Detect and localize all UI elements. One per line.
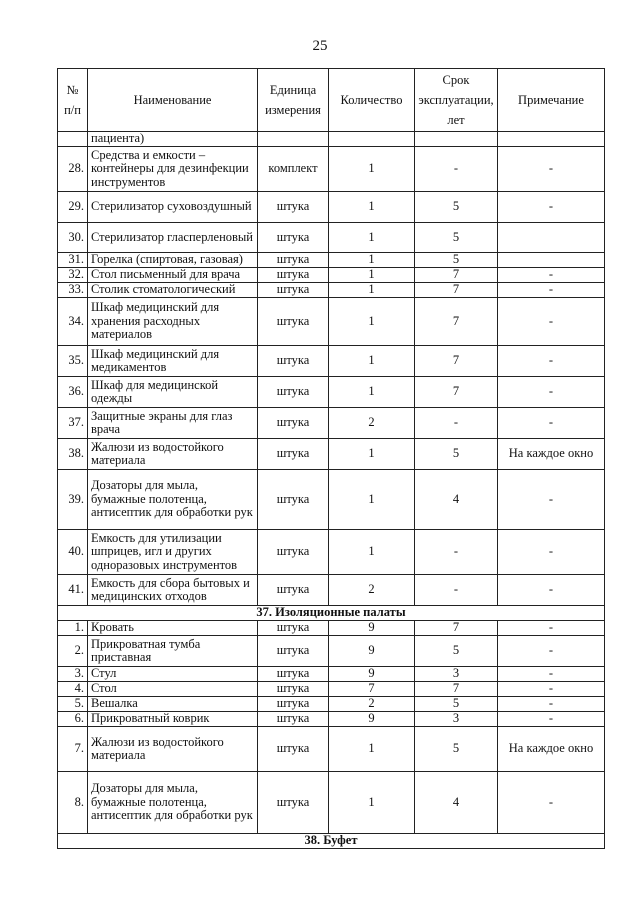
cell-unit: штука [258, 377, 329, 408]
cell-qty [329, 132, 415, 147]
cell-unit: штука [258, 727, 329, 772]
cell-name: Стол письменный для врача [88, 268, 258, 283]
cell-note: На каждое окно [498, 727, 605, 772]
cell-num: 34. [58, 298, 88, 346]
cell-qty: 1 [329, 147, 415, 192]
cell-life: 5 [415, 727, 498, 772]
cell-life: 5 [415, 192, 498, 223]
cell-life: 7 [415, 298, 498, 346]
cell-note: - [498, 268, 605, 283]
cell-life: - [415, 530, 498, 575]
cell-unit: штука [258, 253, 329, 268]
cell-name: Дозаторы для мыла, бумажные полотенца, антисептик для обработки рук [88, 470, 258, 530]
cell-name: Дозаторы для мыла, бумажные полотенца, антисептик для обработки рук [88, 772, 258, 834]
cell-note: - [498, 621, 605, 636]
cell-qty: 2 [329, 408, 415, 439]
cell-unit: штука [258, 697, 329, 712]
table-row [58, 268, 605, 283]
cell-num: 35. [58, 346, 88, 377]
cell-qty: 9 [329, 667, 415, 682]
table-row [58, 377, 605, 408]
cell-life: 7 [415, 268, 498, 283]
cell-num: 39. [58, 470, 88, 530]
cell-num: 38. [58, 439, 88, 470]
cell-unit: штука [258, 470, 329, 530]
cell-name: Защитные экраны для глаз врача [88, 408, 258, 439]
table-row [58, 223, 605, 253]
cell-note: - [498, 283, 605, 298]
cell-qty: 1 [329, 439, 415, 470]
cell-note: - [498, 408, 605, 439]
cell-qty: 1 [329, 772, 415, 834]
cell-note: На каждое окно [498, 439, 605, 470]
cell-name: пациента) [88, 132, 258, 147]
cell-name: Емкость для утилизации шприцев, игл и других одноразовых инструментов [88, 530, 258, 575]
table-header-row [58, 69, 605, 132]
cell-name: Жалюзи из водостойкого материала [88, 439, 258, 470]
table-row [58, 470, 605, 530]
cell-name: Шкаф медицинский для хранения расходных материалов [88, 298, 258, 346]
cell-name: Прикроватная тумба приставная [88, 636, 258, 667]
cell-note: - [498, 682, 605, 697]
cell-life: 3 [415, 667, 498, 682]
cell-qty: 1 [329, 223, 415, 253]
cell-num: 3. [58, 667, 88, 682]
cell-name: Горелка (спиртовая, газовая) [88, 253, 258, 268]
cell-name: Стул [88, 667, 258, 682]
cell-life: 4 [415, 772, 498, 834]
cell-qty: 1 [329, 253, 415, 268]
cell-qty: 1 [329, 530, 415, 575]
cell-num: 32. [58, 268, 88, 283]
cell-note: - [498, 470, 605, 530]
table-row [58, 439, 605, 470]
cell-note: - [498, 530, 605, 575]
table-row [58, 682, 605, 697]
page-number: 25 [312, 38, 328, 54]
cell-note [498, 223, 605, 253]
cell-num: 8. [58, 772, 88, 834]
cell-unit: штука [258, 682, 329, 697]
cell-note [498, 253, 605, 268]
cell-unit: штука [258, 192, 329, 223]
cell-unit: штука [258, 636, 329, 667]
cell-note: - [498, 377, 605, 408]
cell-name: Кровать [88, 621, 258, 636]
cell-life: - [415, 408, 498, 439]
cell-life: - [415, 147, 498, 192]
cell-qty: 1 [329, 283, 415, 298]
cell-num: 36. [58, 377, 88, 408]
cell-note: - [498, 712, 605, 727]
cell-note: - [498, 298, 605, 346]
table-row [58, 346, 605, 377]
cell-note: - [498, 636, 605, 667]
table-row [58, 667, 605, 682]
cell-num [58, 132, 88, 147]
cell-num: 2. [58, 636, 88, 667]
cell-note: - [498, 667, 605, 682]
cell-unit: штука [258, 346, 329, 377]
cell-num: 30. [58, 223, 88, 253]
cell-life: 7 [415, 377, 498, 408]
cell-num: 29. [58, 192, 88, 223]
table-row [58, 697, 605, 712]
cell-unit: штука [258, 772, 329, 834]
cell-note: - [498, 772, 605, 834]
section-row [58, 606, 605, 621]
cell-qty: 1 [329, 470, 415, 530]
cell-qty: 1 [329, 192, 415, 223]
table-body [58, 132, 605, 849]
header-note: Примечание [498, 69, 605, 132]
cell-life: 7 [415, 621, 498, 636]
table-row [58, 727, 605, 772]
cell-life: 5 [415, 439, 498, 470]
table-row [58, 712, 605, 727]
header-life: Срок эксплуатации, лет [415, 69, 498, 132]
cell-name: Стерилизатор суховоздушный [88, 192, 258, 223]
cell-name: Емкость для сбора бытовых и медицинских отходов [88, 575, 258, 606]
cell-unit: штука [258, 712, 329, 727]
cell-unit: штука [258, 408, 329, 439]
section-title: 37. Изоляционные палаты [58, 606, 605, 621]
cell-name: Шкаф медицинский для медикаментов [88, 346, 258, 377]
cell-life: 5 [415, 253, 498, 268]
header-qty: Количество [329, 69, 415, 132]
cell-unit: штука [258, 298, 329, 346]
cell-life [415, 132, 498, 147]
cell-num: 40. [58, 530, 88, 575]
cell-life: - [415, 575, 498, 606]
cell-name: Стерилизатор гласперленовый [88, 223, 258, 253]
cell-name: Прикроватный коврик [88, 712, 258, 727]
cell-unit: штука [258, 575, 329, 606]
cell-qty: 1 [329, 727, 415, 772]
cell-qty: 7 [329, 682, 415, 697]
cell-note: - [498, 346, 605, 377]
header-unit: Единица измерения [258, 69, 329, 132]
table-row [58, 283, 605, 298]
cell-num: 37. [58, 408, 88, 439]
cell-qty: 1 [329, 346, 415, 377]
cell-note [498, 132, 605, 147]
cell-num: 33. [58, 283, 88, 298]
header-name: Наименование [88, 69, 258, 132]
cell-qty: 9 [329, 636, 415, 667]
cell-unit: штука [258, 530, 329, 575]
cell-num: 5. [58, 697, 88, 712]
cell-num: 7. [58, 727, 88, 772]
cell-unit [258, 132, 329, 147]
cell-life: 7 [415, 682, 498, 697]
cell-qty: 2 [329, 697, 415, 712]
cell-qty: 9 [329, 712, 415, 727]
equipment-table [57, 68, 605, 849]
cell-note: - [498, 575, 605, 606]
cell-num: 4. [58, 682, 88, 697]
cell-unit: штука [258, 621, 329, 636]
cell-unit: штука [258, 439, 329, 470]
table-row [58, 253, 605, 268]
table-row [58, 132, 605, 147]
cell-life: 5 [415, 636, 498, 667]
table-row [58, 530, 605, 575]
table-row [58, 575, 605, 606]
cell-note: - [498, 147, 605, 192]
cell-unit: штука [258, 283, 329, 298]
cell-life: 4 [415, 470, 498, 530]
cell-name: Жалюзи из водостойкого материала [88, 727, 258, 772]
table-row [58, 192, 605, 223]
table-row [58, 408, 605, 439]
cell-num: 31. [58, 253, 88, 268]
cell-qty: 2 [329, 575, 415, 606]
cell-note: - [498, 192, 605, 223]
table-row [58, 147, 605, 192]
cell-name: Стол [88, 682, 258, 697]
table-row [58, 772, 605, 834]
table-row [58, 621, 605, 636]
cell-num: 28. [58, 147, 88, 192]
cell-life: 7 [415, 346, 498, 377]
cell-life: 5 [415, 697, 498, 712]
cell-num: 6. [58, 712, 88, 727]
header-num: № п/п [58, 69, 88, 132]
cell-unit: штука [258, 223, 329, 253]
cell-life: 7 [415, 283, 498, 298]
cell-life: 5 [415, 223, 498, 253]
cell-unit: штука [258, 667, 329, 682]
section-row [58, 834, 605, 849]
cell-life: 3 [415, 712, 498, 727]
table-row [58, 636, 605, 667]
cell-qty: 9 [329, 621, 415, 636]
cell-name: Шкаф для медицинской одежды [88, 377, 258, 408]
cell-qty: 1 [329, 298, 415, 346]
cell-num: 41. [58, 575, 88, 606]
cell-name: Столик стоматологический [88, 283, 258, 298]
cell-unit: комплект [258, 147, 329, 192]
cell-name: Средства и емкости – контейнеры для дезинфекции инструментов [88, 147, 258, 192]
section-title: 38. Буфет [58, 834, 605, 849]
cell-qty: 1 [329, 377, 415, 408]
cell-qty: 1 [329, 268, 415, 283]
cell-name: Вешалка [88, 697, 258, 712]
cell-note: - [498, 697, 605, 712]
cell-unit: штука [258, 268, 329, 283]
table-row [58, 298, 605, 346]
cell-num: 1. [58, 621, 88, 636]
